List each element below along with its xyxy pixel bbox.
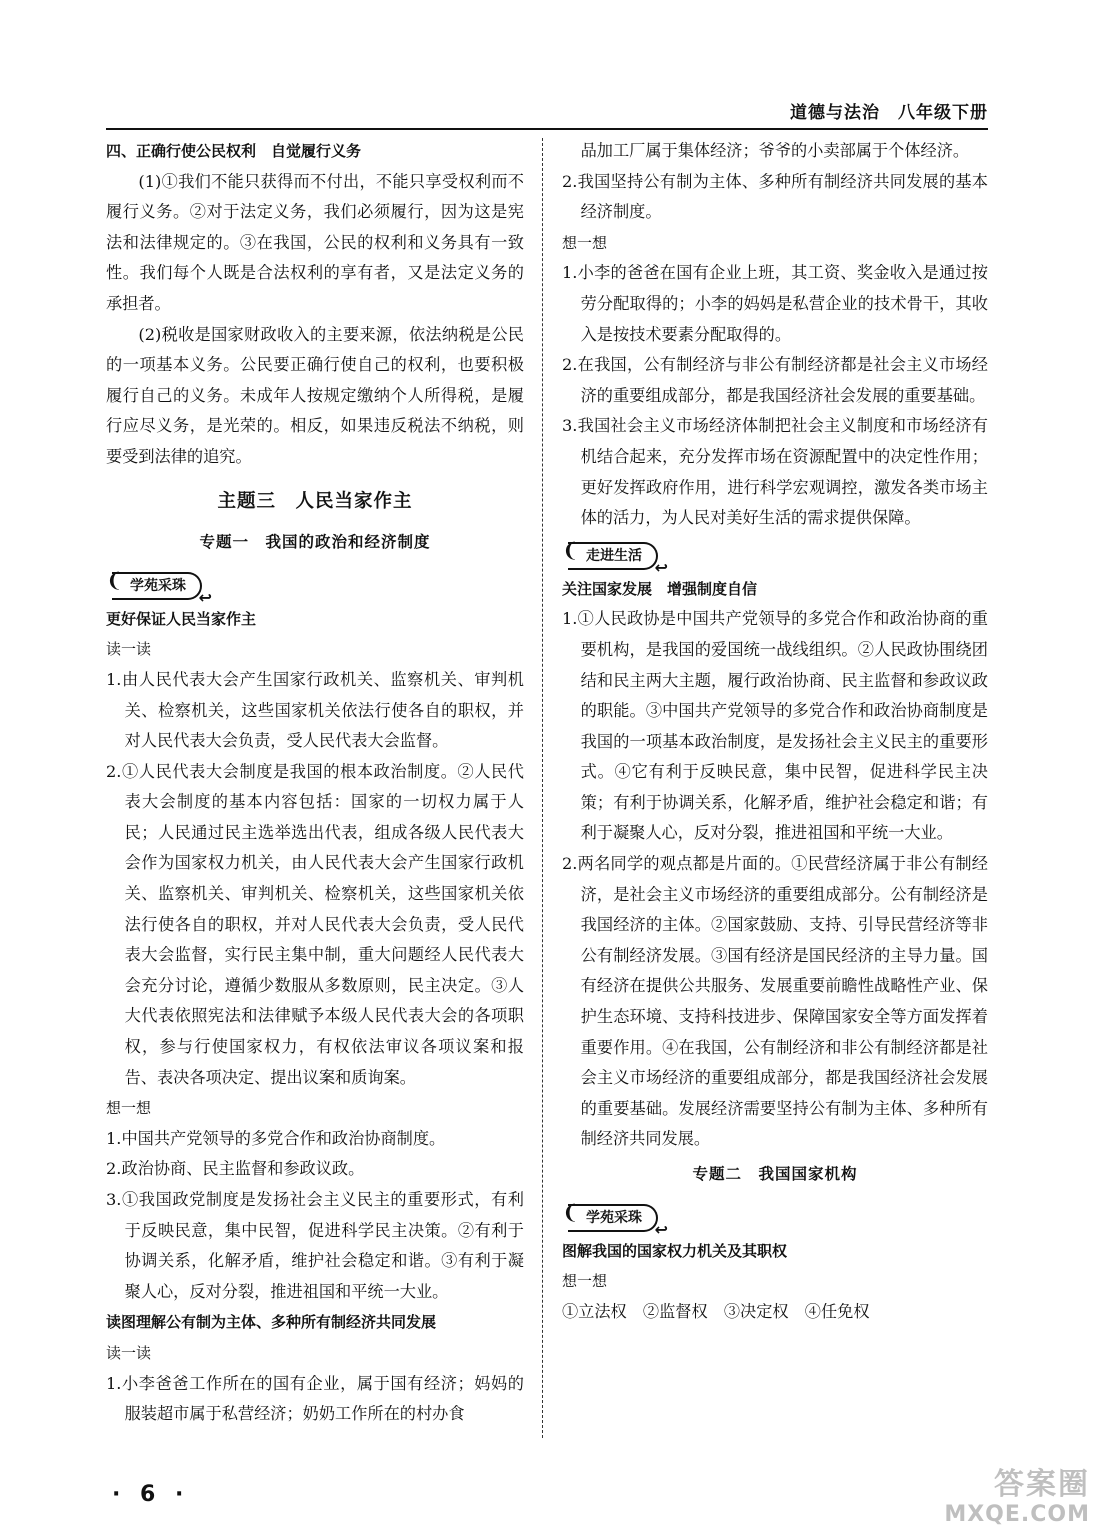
list-item: 2.两名同学的观点都是片面的。①民营经济属于非公有制经济，是社会主义市场经济的重要组成部分。公有制经济是我国经济的主体。②国家鼓励、支持、引导民营经济等非公有制经济发展。③国有经济是国民经济的主导力量。国有经济在提供公共服务、发展重要前瞻性战略性产业、保护生态环境、支持科技进步、保障国家安全等方面发挥着重要作用。④在我国，公有制经济和非公有制经济都是社会主义市场经济的重要组成部分，都是我国经济社会发展的重要基础。发展经济需要坚持公有制为主体、多种所有制经济共同发展。 [562,854,988,1149]
curl-icon: ❨ [106,567,123,592]
badge-label: 学苑采珠 [130,577,186,594]
label-read: 读一读 [106,640,152,659]
curl-icon: ❨ [562,1199,579,1224]
column-divider [542,138,543,1438]
section-badge [106,567,212,607]
label-think: 想一想 [562,1272,608,1291]
label-read: 读一读 [106,1343,152,1362]
paragraph: (2)税收是国家财政收入的主要来源，依法纳税是公民的一项基本义务。公民要正确行使自己的权利，也要积极履行自己的义务。未成年人按规定缴纳个人所得税，是履行应尽义务，是光荣的。相反，如果违反税法不纳税，则要受到法律的追究。 [106,324,524,466]
curl-icon: ❨ [562,537,579,562]
watermark-domain: MXQE.COM [944,1502,1090,1527]
section-heading: 四、正确行使公民权利 自觉履行义务 [106,142,362,160]
watermark-logo [900,1468,1090,1532]
paragraph: (1)①我们不能只获得而不付出，不能只享受权利而不履行义务。②对于法定义务，我们必须履行，因为这是宪法和法律规定的。③在我国，公民的权利和义务具有一致性。我们每个人既是合法权利的享有者，又是法定义务的承担者。 [106,171,524,313]
answer-line: ①立法权 ②监督权 ③决定权 ④任免权 [562,1301,870,1321]
block-heading: 读图理解公有制为主体、多种所有制经济共同发展 [106,1313,437,1332]
page-header: 道德与法治 八年级下册 [790,103,988,123]
badge-label: 学苑采珠 [586,1209,642,1226]
label-think: 想一想 [562,233,608,252]
swirl-arrow-icon: ↩ [654,1219,668,1239]
swirl-arrow-icon: ↩ [198,587,212,607]
section-badge [562,1199,668,1239]
label-think: 想一想 [106,1099,152,1118]
left-column [106,136,524,1430]
right-column [562,136,988,1327]
section-badge [562,537,668,577]
list-item: 2.①人民代表大会制度是我国的根本政治制度。②人民代表大会制度的基本内容包括：国家的一切权力属于人民；人民通过民主选举选出代表，组成各级人民代表大会作为国家权力机关，由人民代表大会产生国家行政机关、监察机关、审判机关、检察机关，这些国家机关依法行使各自的职权，并对人民代表大会负责，受人民代表大会监督，实行民主集中制，重大问题经人民代表大会充分讨论，遵循少数服从多数原则，民主决定。③人大代表依照宪法和法律赋予本级人民代表大会的各项职权，参与行使国家权力，有权依法审议各项议案和报告、表决各项决定、提出议案和质询案。 [106,761,524,1087]
list-item-continuation: 品加工厂属于集体经济；爷爷的小卖部属于个体经济。 [580,141,970,160]
badge-label: 走进生活 [586,547,642,564]
list-item: 2.在我国，公有制经济与非公有制经济都是社会主义市场经济的重要组成部分，都是我国经济社会发展的重要基础。 [562,355,988,405]
block-heading: 图解我国的国家权力机关及其职权 [562,1241,788,1260]
list-item: 1.①人民政协是中国共产党领导的多党合作和政治协商的重要机构，是我国的爱国统一战线组织。②人民政协围绕团结和民主两大主题，履行政治协商、民主监督和参政议政的职能。③中国共产党领导的多党合作和政治协商制度是我国的一项基本政治制度，是发扬社会主义民主的重要形式。④它有利于反映民意，集中民智，促进科学民主决策；有利于协调关系，化解矛盾，维护社会稳定和谐；有利于凝聚人心，反对分裂，推进祖国和平统一大业。 [562,609,988,843]
topic-title: 主题三 人民当家作主 [217,490,413,512]
list-item: 1.中国共产党领导的多党合作和政治协商制度。 [106,1128,446,1148]
block-heading: 关注国家发展 增强制度自信 [562,579,758,598]
list-item: 3.①我国政党制度是发扬社会主义民主的重要形式，有利于反映民意，集中民智，促进科学民主决策。②有利于协调关系，化解矛盾，维护社会稳定和谐。③有利于凝聚人心，反对分裂，推进祖国和平统一大业。 [106,1190,524,1301]
subtopic-title: 专题一 我国的政治和经济制度 [199,533,431,552]
list-item: 3.我国社会主义市场经济体制把社会主义制度和市场经济有机结合起来，充分发挥市场在资源配置中的决定性作用；更好发挥政府作用，进行科学宏观调控，激发各类市场主体的活力，为人民对美好生活的需求提供保障。 [562,416,988,528]
list-item: 1.小李的爸爸在国有企业上班，其工资、奖金收入是通过按劳分配取得的；小李的妈妈是私营企业的技术骨干，其收入是按技术要素分配取得的。 [562,263,988,344]
page-number: · 6 · [112,1482,190,1507]
list-item: 2.政治协商、民主监督和参政议政。 [106,1159,365,1179]
watermark-text: 答案圈 [994,1467,1090,1502]
header-rule [106,128,988,130]
list-item: 1.由人民代表大会产生国家行政机关、监察机关、审判机关、检察机关，这些国家机关依法行使各自的职权，并对人民代表大会负责，受人民代表大会监督。 [106,669,524,751]
block-heading: 更好保证人民当家作主 [106,609,257,628]
subtopic-title: 专题二 我国国家机构 [692,1165,858,1183]
list-item: 1.小李爸爸工作所在的国有企业，属于国有经济；妈妈的服装超市属于私营经济；奶奶工作所在的村办食 [106,1373,524,1424]
swirl-arrow-icon: ↩ [654,557,668,577]
list-item: 2.我国坚持公有制为主体、多种所有制经济共同发展的基本经济制度。 [562,171,988,222]
